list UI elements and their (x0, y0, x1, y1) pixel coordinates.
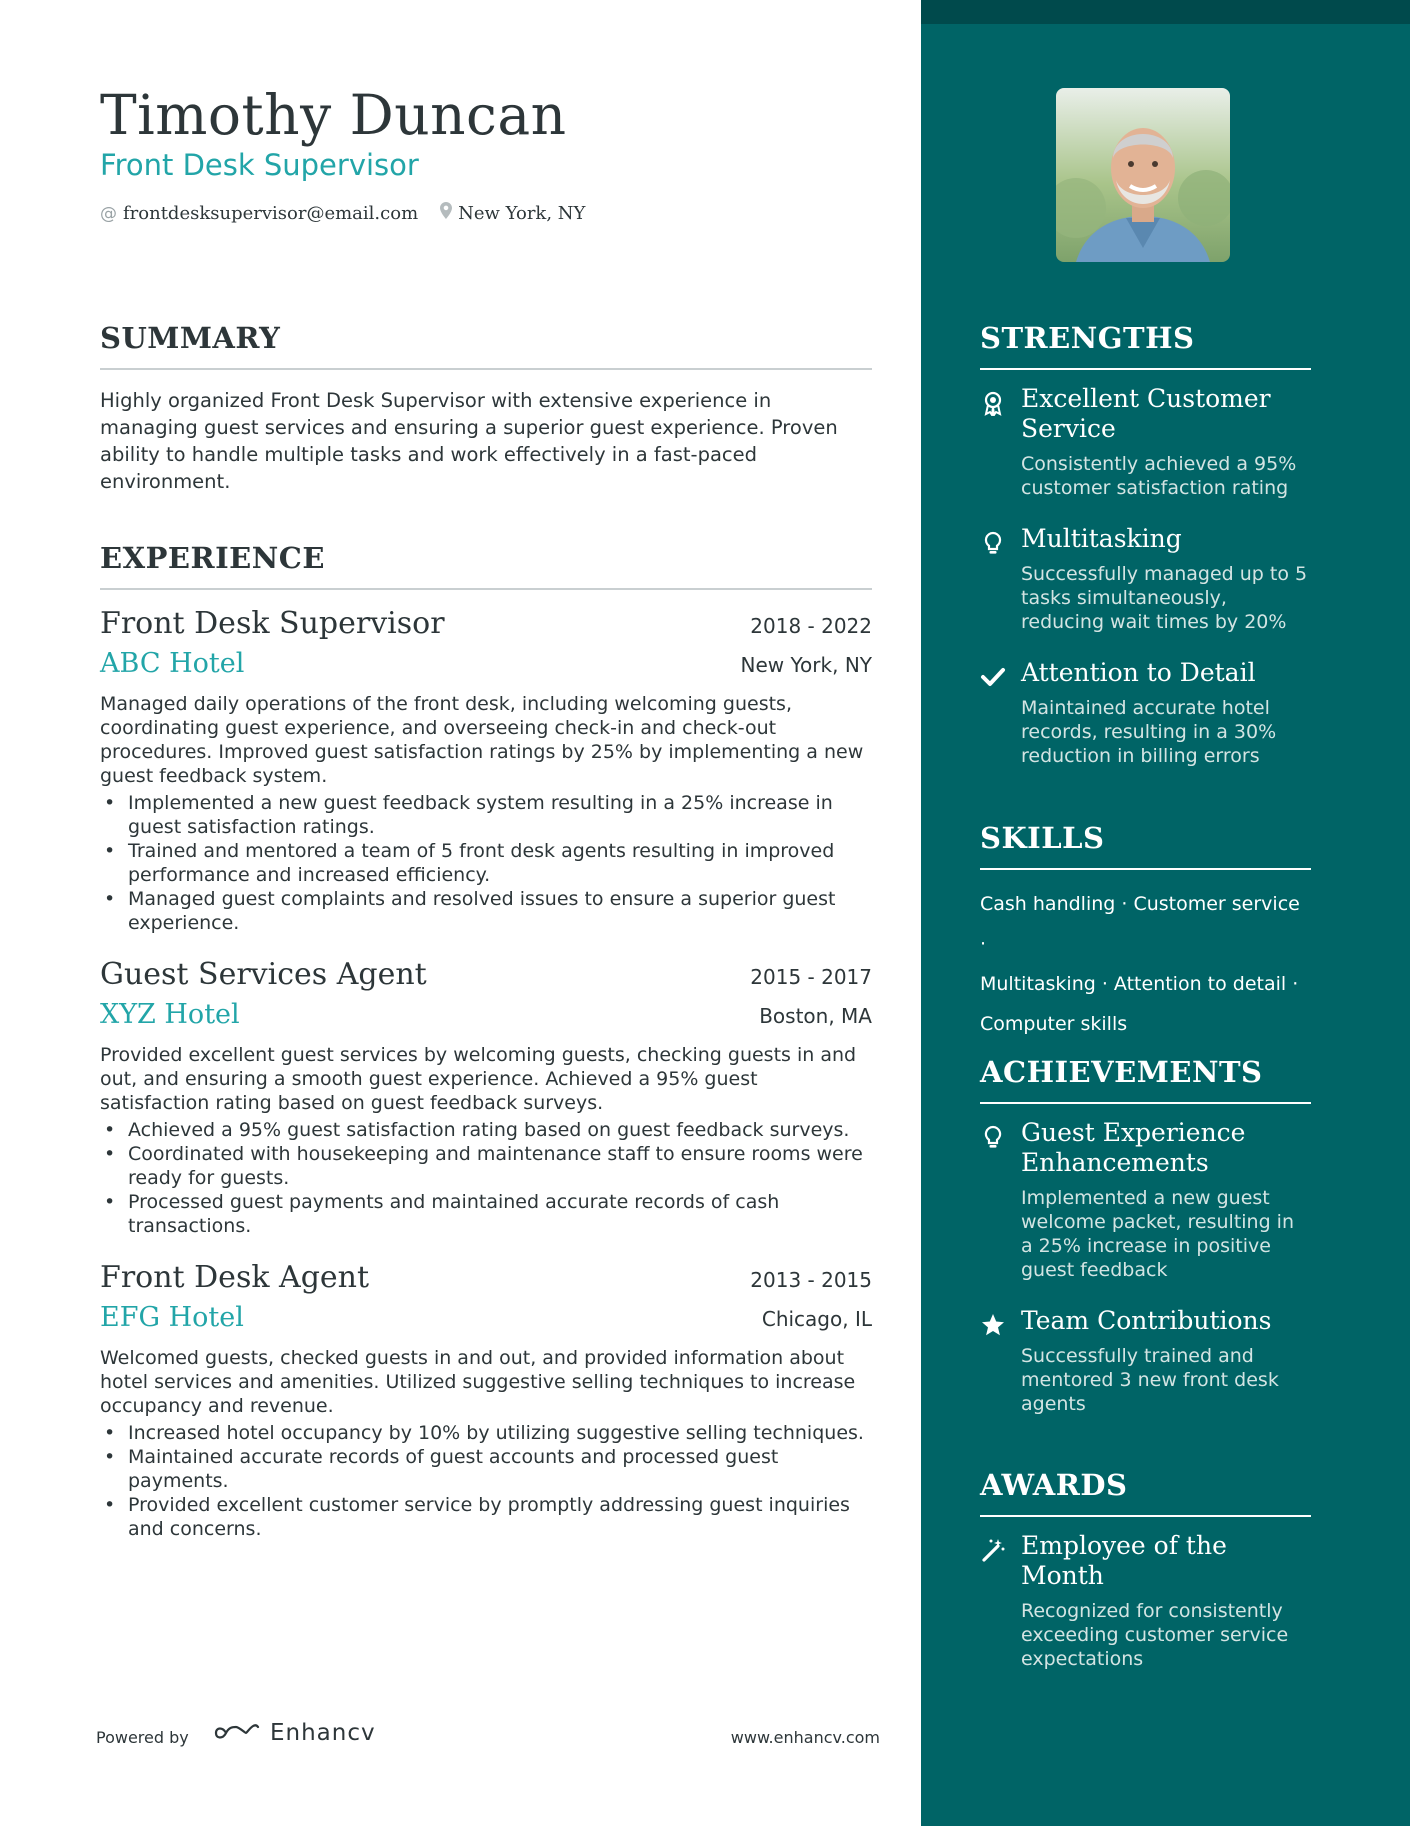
section-divider (980, 1102, 1311, 1104)
summary-section (100, 320, 872, 495)
job-entry (100, 1258, 872, 1541)
strength-description: Consistently achieved a 95% customer satisfaction rating (1021, 453, 1297, 499)
job-dates: 2013 - 2015 (750, 1268, 872, 1292)
job-dates: 2018 - 2022 (750, 614, 872, 638)
achievements-section (980, 1054, 1311, 1416)
brand-logo[interactable] (214, 1720, 376, 1746)
powered-by-label: Powered by (96, 1728, 189, 1747)
job-bullets (100, 1118, 872, 1238)
skills-line: Computer skills (980, 1013, 1128, 1035)
job-description: Provided excellent guest services by welcoming guests, checking guests in and out, and ensuring a smooth guest experience. Achieved a 95% guest satisfaction rating based on guest feedback surveys. (100, 1044, 857, 1114)
job-bullet: • Managed guest complaints and resolved issues to ensure a superior guest experience. (128, 887, 872, 935)
strength-item (980, 524, 1311, 634)
job-location: Chicago, IL (761, 1307, 872, 1331)
skills-section (980, 820, 1311, 1044)
strength-item (980, 384, 1311, 500)
summary-text: Highly organized Front Desk Supervisor with extensive experience in managing guest services and ensuring a superior guest experience. Proven ability to handle multiple tasks and work effectively in a fast-paced environment. (100, 389, 838, 493)
profile-photo (1056, 88, 1230, 262)
skills-list (980, 884, 1311, 1044)
job-bullet: • Processed guest payments and maintained accurate records of cash transactions. (128, 1190, 872, 1238)
star-icon (980, 1312, 1006, 1338)
checkmark-icon (980, 664, 1006, 690)
achievements-title: ACHIEVEMENTS (980, 1055, 1263, 1089)
strength-title: Excellent Customer Service (1021, 384, 1271, 443)
awards-title: AWARDS (980, 1468, 1128, 1502)
award-title: Employee of the Month (1021, 1531, 1227, 1590)
sidebar-top-band (921, 0, 1410, 24)
magic-wand-icon (980, 1537, 1006, 1563)
achievement-item (980, 1306, 1311, 1416)
job-bullet: • Trained and mentored a team of 5 front desk agents resulting in improved performance and increased efficiency. (128, 839, 872, 887)
achievement-title: Guest Experience Enhancements (1021, 1118, 1246, 1177)
section-divider (100, 368, 872, 370)
pin-icon (440, 201, 452, 227)
contact-info (100, 201, 585, 227)
job-description: Managed daily operations of the front desk, including welcoming guests, coordinating guest experience, and overseeing check-in and check-out procedures. Improved guest satisfaction ratings by 25% by implementing a new guest feedback system. (100, 693, 864, 787)
award-ribbon-icon (980, 390, 1006, 416)
strength-item (980, 658, 1311, 768)
achievement-title: Team Contributions (1021, 1306, 1272, 1335)
achievement-item (980, 1118, 1311, 1282)
enhancv-logo-icon (214, 1722, 260, 1744)
skills-line: Multitasking · Attention to detail · (980, 973, 1299, 995)
strength-description: Maintained accurate hotel records, resulting in a 30% reduction in billing errors (1021, 697, 1277, 767)
job-bullet: • Maintained accurate records of guest accounts and processed guest payments. (128, 1445, 872, 1493)
awards-section (980, 1467, 1311, 1671)
job-bullet: • Increased hotel occupancy by 10% by utilizing suggestive selling techniques. (128, 1421, 872, 1445)
job-entry (100, 604, 872, 935)
lightbulb-icon (980, 1124, 1006, 1150)
achievement-description: Implemented a new guest welcome packet, resulting in a 25% increase in positive guest feedback (1021, 1187, 1295, 1281)
location-contact (440, 201, 585, 227)
strength-title: Attention to Detail (1021, 658, 1256, 687)
job-bullet: • Coordinated with housekeeping and maintenance staff to ensure rooms were ready for guests. (128, 1142, 872, 1190)
section-divider (980, 868, 1311, 870)
brand-name: Enhancv (270, 1720, 376, 1746)
candidate-role: Front Desk Supervisor (100, 148, 419, 182)
lightbulb-icon (980, 530, 1006, 556)
job-company: ABC Hotel (100, 648, 245, 679)
experience-section (100, 540, 872, 1541)
job-entry (100, 955, 872, 1238)
job-location: Boston, MA (759, 1004, 872, 1028)
strength-description: Successfully managed up to 5 tasks simultaneously, reducing wait times by 20% (1021, 563, 1308, 633)
website-link[interactable]: www.enhancv.com (730, 1728, 880, 1747)
achievement-description: Successfully trained and mentored 3 new front desk agents (1021, 1345, 1279, 1415)
strengths-title: STRENGTHS (980, 321, 1195, 355)
location-text: New York, NY (458, 203, 586, 224)
job-title: Guest Services Agent (100, 957, 427, 992)
strength-title: Multitasking (1021, 524, 1182, 553)
section-divider (980, 368, 1311, 370)
job-bullets (100, 1421, 872, 1541)
job-bullet: • Achieved a 95% guest satisfaction rating based on guest feedback surveys. (128, 1118, 872, 1142)
job-description: Welcomed guests, checked guests in and out, and provided information about hotel services and amenities. Utilized suggestive selling techniques to increase occupancy and revenue. (100, 1347, 856, 1417)
job-dates: 2015 - 2017 (750, 965, 872, 989)
experience-title: EXPERIENCE (100, 541, 325, 575)
job-title: Front Desk Supervisor (100, 606, 445, 641)
skills-line: Cash handling · Customer service · (980, 893, 1300, 955)
email-contact[interactable] (100, 201, 418, 227)
job-bullet: • Implemented a new guest feedback system resulting in a 25% increase in guest satisfaction ratings. (128, 791, 872, 839)
candidate-name: Timothy Duncan (100, 83, 567, 147)
job-company: EFG Hotel (100, 1302, 244, 1333)
strengths-section (980, 320, 1311, 768)
job-bullets (100, 791, 872, 935)
footer (96, 1720, 880, 1756)
award-description: Recognized for consistently exceeding customer service expectations (1021, 1600, 1289, 1670)
skills-title: SKILLS (980, 821, 1105, 855)
job-location: New York, NY (740, 653, 872, 677)
section-divider (980, 1515, 1311, 1517)
job-bullet: • Provided excellent customer service by promptly addressing guest inquiries and concerns. (128, 1493, 872, 1541)
award-item (980, 1531, 1311, 1671)
sidebar (921, 0, 1410, 1826)
summary-title: SUMMARY (100, 321, 281, 355)
at-icon: @ (100, 204, 117, 224)
section-divider (100, 588, 872, 590)
job-company: XYZ Hotel (100, 999, 240, 1030)
email-text: frontdesksupervisor@email.com (123, 203, 419, 224)
job-title: Front Desk Agent (100, 1260, 370, 1295)
